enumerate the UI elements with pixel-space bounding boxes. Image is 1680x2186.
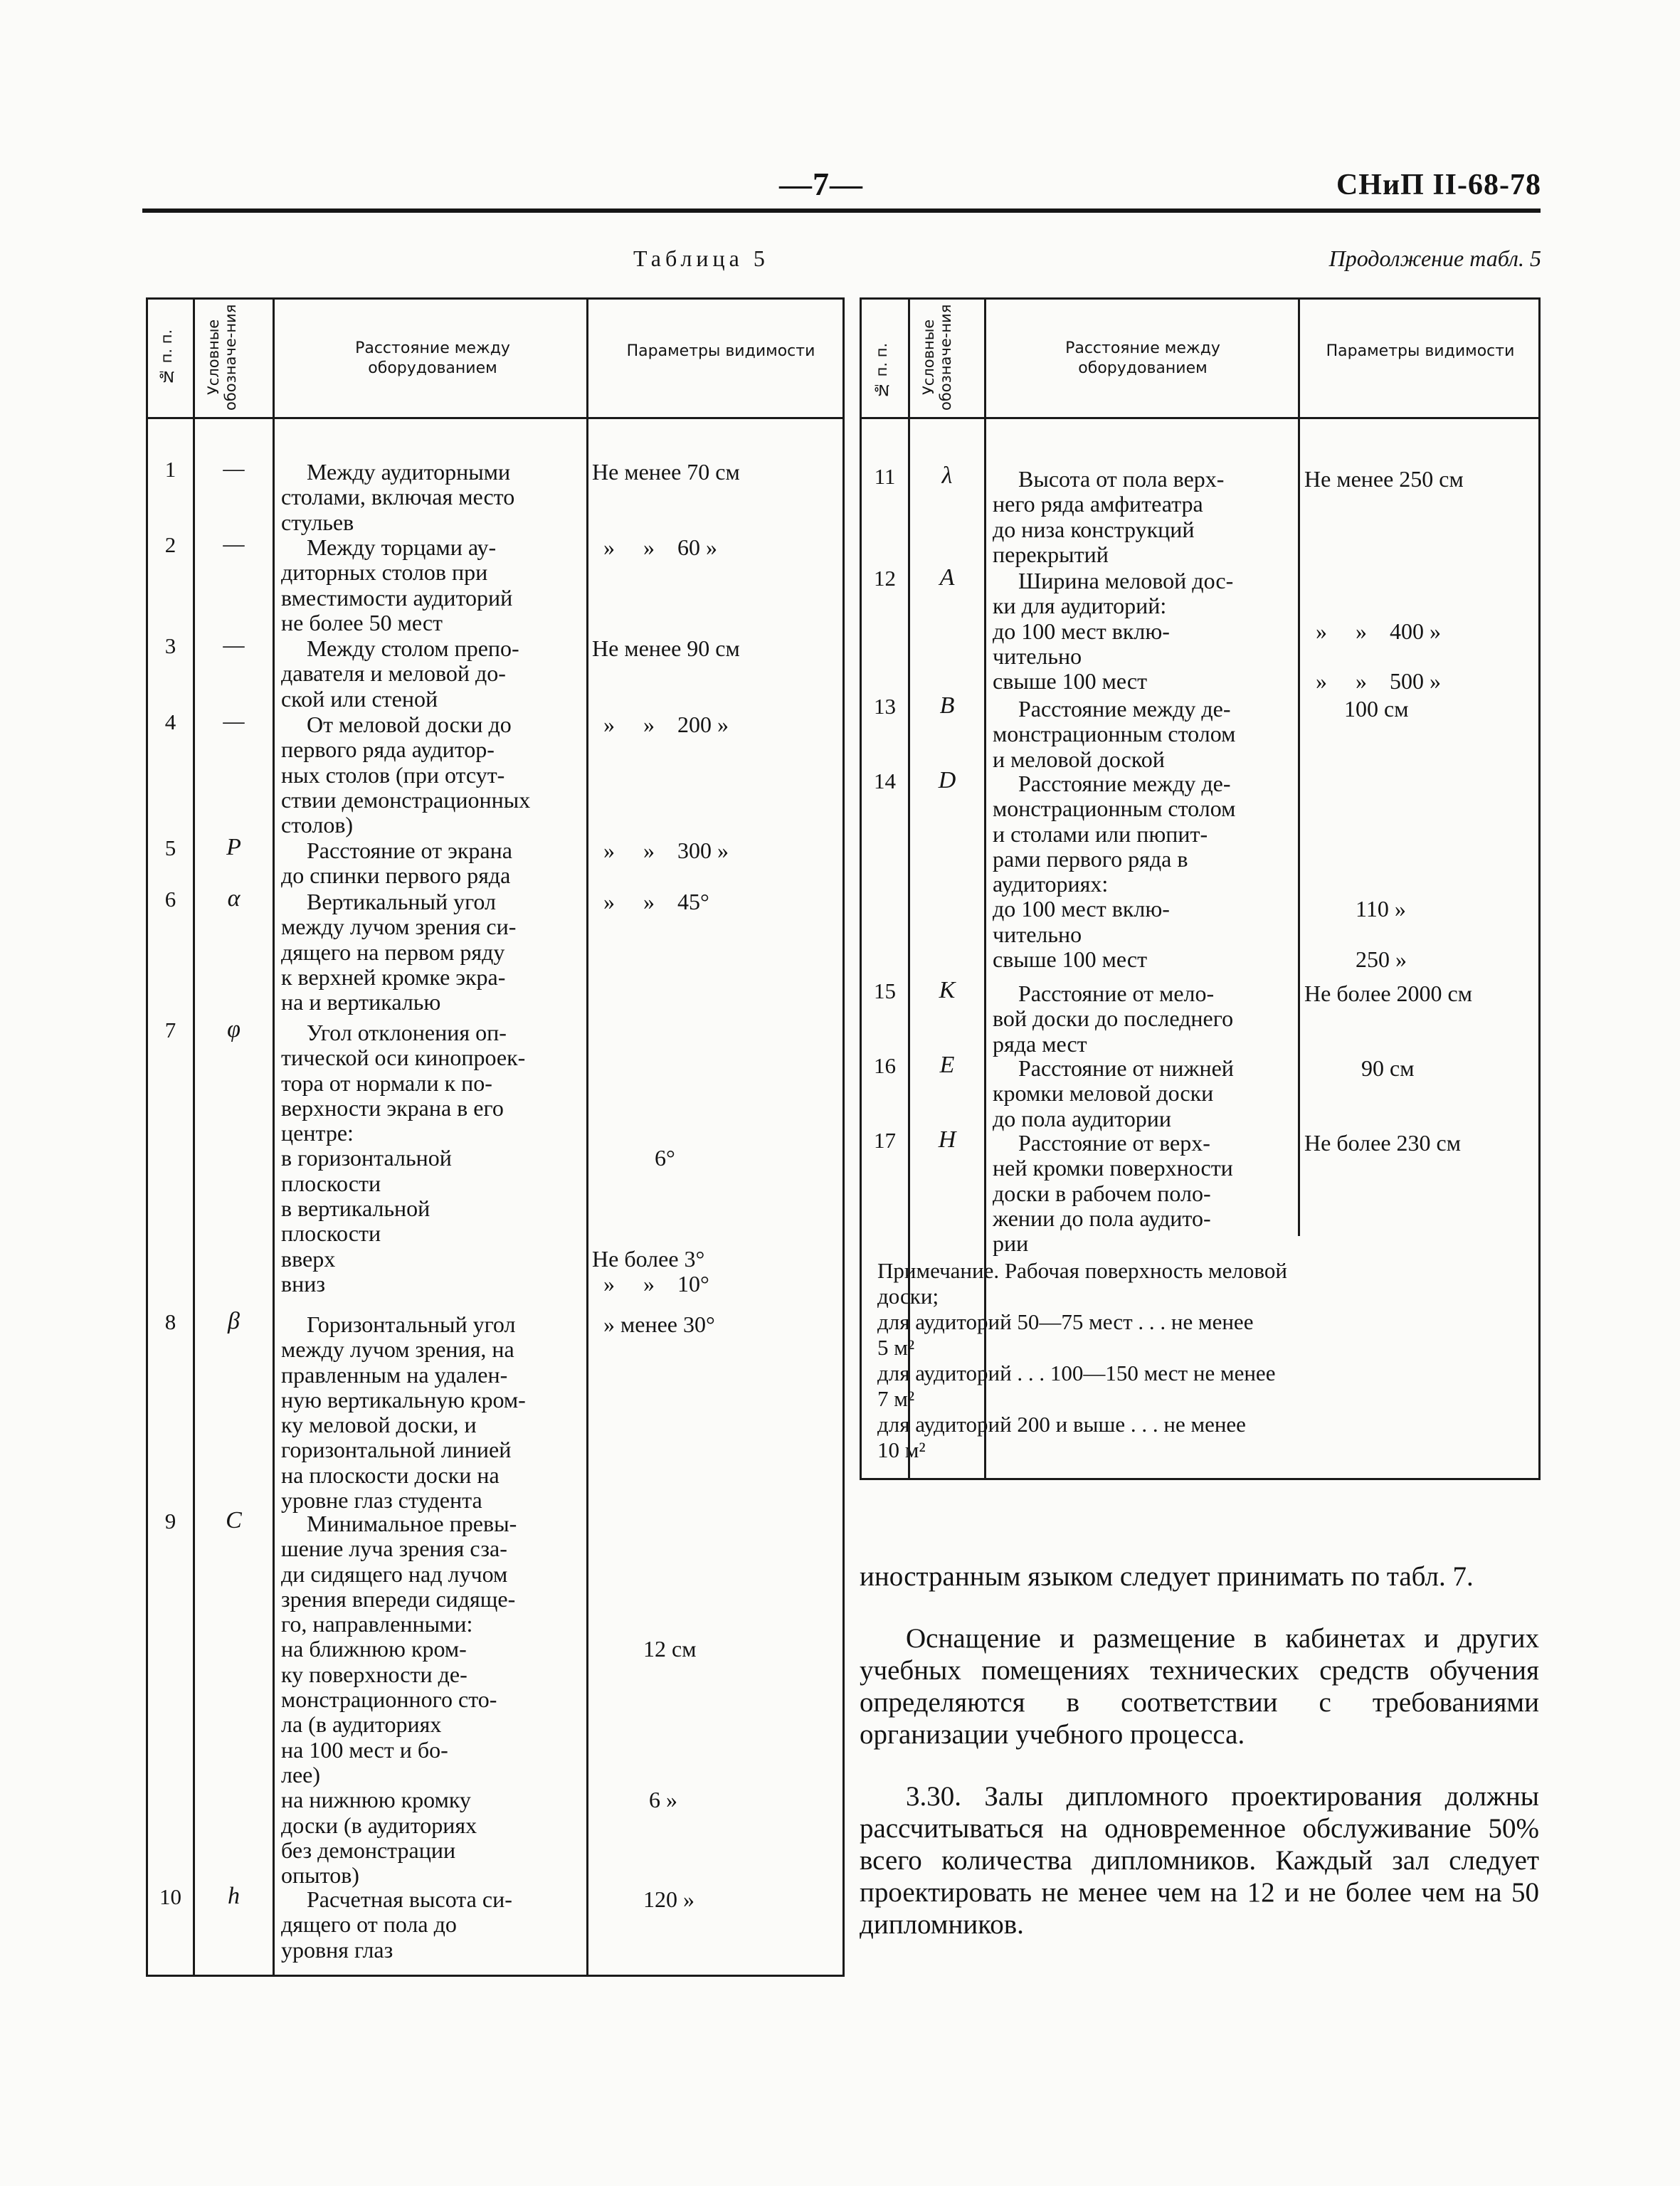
row-number: 1 xyxy=(164,457,176,482)
row-parameter: » » 45° xyxy=(592,889,709,914)
row-symbol: β xyxy=(228,1308,240,1334)
row-number: 9 xyxy=(164,1509,176,1533)
table-right xyxy=(860,297,1541,1480)
row-symbol: α xyxy=(227,885,241,912)
row-number: 16 xyxy=(874,1053,896,1078)
row-description: Расстояние от верх- ней кромки поверхности доски в рабочем поло- жении до пола аудито- рии xyxy=(993,1130,1233,1257)
row-parameter: 90 см xyxy=(1304,1055,1415,1081)
row-description: Расстояние между де- монстрационным столом и столами или пюпит- рами первого ряда в аудиториях: до 100 мест вклю- чительно свыше 100 мест xyxy=(993,771,1236,973)
row-number: 6 xyxy=(164,887,176,912)
row-description: Горизонтальный угол между лучом зрения, на правленным на удален- ную вертикальную кром- ку меловой доски, и горизонтальной линией на плоскости доски на уровне глаз студента xyxy=(281,1311,526,1514)
row-number: 5 xyxy=(164,835,176,860)
row-symbol: C xyxy=(226,1507,242,1533)
row-parameter: 6° Не более 3° » » 10° xyxy=(592,1145,709,1297)
col-header-params: Параметры видимости xyxy=(1326,342,1515,360)
row-parameter: » » 300 » xyxy=(592,838,729,863)
col-header-sym: Условные обозначе-ния xyxy=(920,304,954,411)
row-description: От меловой доски до первого ряда аудитор- ных столов (при отсут- ствии демонстрационных столов) xyxy=(281,712,531,838)
row-description: Между аудиторными столами, включая место стульев xyxy=(281,459,515,535)
row-parameter: 120 » xyxy=(592,1886,694,1912)
col-header-num: № п. п. xyxy=(158,329,175,386)
row-symbol: — xyxy=(223,708,245,734)
row-symbol: B xyxy=(939,692,955,719)
col-header-params: Параметры видимости xyxy=(626,342,815,360)
table-left xyxy=(146,297,845,1977)
row-symbol: E xyxy=(939,1052,955,1078)
row-symbol: h xyxy=(228,1883,240,1909)
row-number: 11 xyxy=(874,464,896,489)
row-parameter: Не менее 250 см xyxy=(1304,466,1464,492)
row-parameter: Не более 230 см xyxy=(1304,1130,1461,1156)
header-rule xyxy=(142,208,1541,213)
row-symbol: φ xyxy=(227,1016,241,1042)
row-description: Расчетная высота си- дящего от пола до уровня глаз xyxy=(281,1886,512,1963)
row-symbol: K xyxy=(939,977,956,1003)
row-description: Расстояние от мело- вой доски до последнего ряда мест xyxy=(993,981,1234,1057)
paragraph-3: 3.30. Залы дипломного проектирования должны рассчитываться на одновременное обслуживание 50% всего количества дипломников. Каждый зал следует проектировать не менее чем на 12 и не более чем на 50 дипломников. xyxy=(860,1781,1539,1940)
row-symbol: H xyxy=(938,1126,956,1153)
row-symbol: A xyxy=(939,564,955,591)
paragraph-2: Оснащение и размещение в кабинетах и других учебных помещениях технических средств обучения определяются в соответствии с требованиями организации учебного процесса. xyxy=(860,1623,1539,1750)
row-description: Расстояние от экрана до спинки первого ряда xyxy=(281,838,512,889)
row-number: 15 xyxy=(874,978,896,1003)
row-parameter: 100 см xyxy=(1304,696,1409,722)
row-parameter: 110 » 250 » xyxy=(1356,896,1407,973)
row-description: Минимальное превы- шение луча зрения сза- ди сидящего над лучом зрения впереди сидяще- го, направленными: на ближнюю кром- ку поверхности де- монстрационного сто- ла (в аудиториях на 100 мест и бо- лее) на нижнюю кромку доски (в аудиториях без демонстрации опытов) xyxy=(281,1511,517,1889)
paragraph-1: иностранным языком следует принимать по табл. 7. xyxy=(860,1561,1474,1592)
row-symbol: D xyxy=(938,767,956,793)
row-description: Между столом препо- давателя и меловой до- ской или стеной xyxy=(281,635,519,712)
row-description: Угол отклонения оп- тической оси кинопроек- тора от нормали к по- верхности экрана в его центре: в горизонтальной плоскости в вертикальной плоскости вверх вниз xyxy=(281,1020,526,1297)
row-parameter: Не менее 70 см xyxy=(592,459,740,485)
col-header-num: № п. п. xyxy=(873,342,890,399)
row-symbol: P xyxy=(226,834,241,860)
row-symbol: — xyxy=(223,632,245,658)
row-number: 10 xyxy=(159,1884,181,1909)
row-symbol: — xyxy=(223,455,245,482)
row-number: 12 xyxy=(874,566,896,591)
row-description: Ширина меловой дос- ки для аудиторий: до 100 мест вклю- чительно свыше 100 мест xyxy=(993,568,1234,695)
row-parameter: » » 400 » » » 500 » xyxy=(1316,618,1441,695)
document-code: СНиП II-68-78 xyxy=(1336,169,1541,201)
row-parameter: » менее 30° xyxy=(592,1311,715,1337)
col-header-desc: Расстояние между оборудованием xyxy=(1065,339,1220,377)
row-number: 2 xyxy=(164,532,176,557)
row-description: Между торцами ау- диторных столов при вместимости аудиторий не более 50 мест xyxy=(281,534,513,635)
table-continuation-caption: Продолжение табл. 5 xyxy=(1328,245,1541,271)
row-description: Вертикальный угол между лучом зрения си- дящего на первом ряду к верхней кромке экра- на и вертикалью xyxy=(281,889,517,1015)
page-number: —7— xyxy=(779,166,863,202)
row-description: Расстояние от нижней кромки меловой доски до пола аудитории xyxy=(993,1055,1234,1131)
row-number: 7 xyxy=(164,1018,176,1042)
row-number: 14 xyxy=(874,769,896,793)
row-description: Расстояние между де- монстрационным столом и меловой доской xyxy=(993,696,1236,772)
row-number: 8 xyxy=(164,1309,176,1334)
table-caption: Таблица 5 xyxy=(633,245,769,271)
row-symbol: — xyxy=(223,531,245,557)
row-number: 3 xyxy=(164,633,176,658)
row-parameter: Не более 2000 см xyxy=(1304,981,1472,1006)
row-parameter: » » 200 » xyxy=(592,712,729,737)
table-note: Примечание. Рабочая поверхность меловой доски; для аудиторий 50—75 мест . . . не менее 5 м² для аудиторий . . . 100—150 мест не менее 7 м² для аудиторий 200 и выше . . . не менее 10 м² xyxy=(877,1258,1287,1462)
row-number: 17 xyxy=(874,1128,896,1153)
row-parameter: 12 см 6 » xyxy=(643,1636,697,1813)
row-number: 4 xyxy=(164,709,176,734)
row-description: Высота от пола верх- него ряда амфитеатра до низа конструкций перекрытий xyxy=(993,466,1225,567)
col-header-desc: Расстояние между оборудованием xyxy=(355,339,510,377)
row-parameter: » » 60 » xyxy=(592,534,717,560)
row-parameter: Не менее 90 см xyxy=(592,635,740,661)
row-symbol: λ xyxy=(941,463,953,489)
row-number: 13 xyxy=(874,694,896,719)
col-header-sym: Условные обозначе-ния xyxy=(205,304,239,411)
